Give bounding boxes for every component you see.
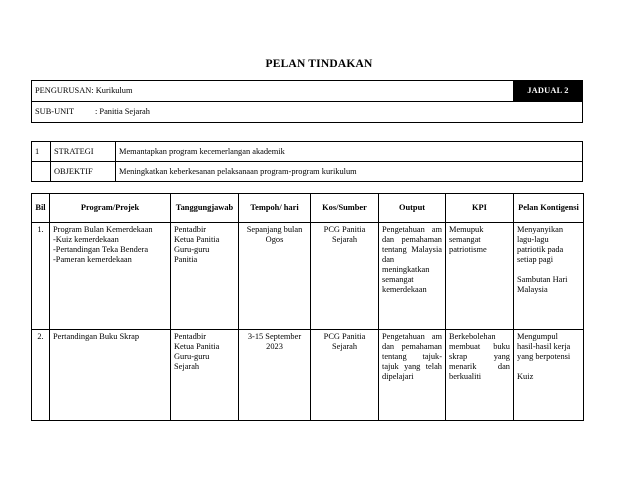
pengurusan-row bbox=[32, 81, 583, 102]
cell-line: 3-15 September bbox=[247, 332, 302, 341]
col-header-output: Output bbox=[379, 194, 446, 223]
col-header-kontigensi: Pelan Kontigensi bbox=[514, 194, 584, 223]
cell-line: Menyanyikan bbox=[517, 225, 564, 234]
cell-line: Sepanjang bulan bbox=[246, 225, 303, 234]
col-header-tanggungjawab: Tanggungjawab bbox=[171, 194, 239, 223]
cell-line: semangat bbox=[449, 235, 481, 244]
table-row bbox=[32, 330, 584, 421]
cell-line: Panitia bbox=[174, 255, 198, 264]
cell-bil: 1. bbox=[32, 223, 50, 330]
objektif-row bbox=[32, 162, 583, 182]
header-table bbox=[31, 80, 583, 123]
cell-program bbox=[50, 223, 171, 330]
cell-kos bbox=[311, 330, 379, 421]
col-header-kos: Kos/Sumber bbox=[311, 194, 379, 223]
cell-line: Kuiz bbox=[517, 372, 534, 381]
cell-line: Ketua Panitia bbox=[174, 235, 220, 244]
page-title: PELAN TINDAKAN bbox=[265, 58, 373, 70]
col-header-tempoh: Tempoh/ hari bbox=[239, 194, 311, 223]
cell-line: Guru-guru bbox=[174, 245, 210, 254]
cell-output: Pengetahuan am dan pemahaman tentang tajuk-tajuk yang telah dipelajari bbox=[379, 330, 446, 421]
col-header-kpi: KPI bbox=[446, 194, 514, 223]
cell-line: patriotisme bbox=[449, 245, 487, 254]
cell-kpi bbox=[446, 223, 514, 330]
cell-bil: 2. bbox=[32, 330, 50, 421]
cell-line: lagu-lagu bbox=[517, 235, 549, 244]
cell-line: Guru-guru bbox=[174, 352, 210, 361]
cell-line: Sejarah bbox=[174, 362, 200, 371]
jadual-badge: JADUAL 2 bbox=[514, 81, 583, 102]
strategy-number: 1 bbox=[32, 142, 51, 162]
cell-line: Mengumpul bbox=[517, 332, 558, 341]
cell-line: Memupuk bbox=[449, 225, 484, 234]
cell-line: patriotik pada bbox=[517, 245, 564, 254]
objektif-label: OBJEKTIF bbox=[51, 162, 116, 182]
table-row bbox=[32, 223, 584, 330]
cell-line: -Pertandingan Teka Bendera bbox=[53, 245, 149, 254]
subunit-label: SUB-UNIT bbox=[35, 107, 75, 116]
col-header-bil: Bil bbox=[32, 194, 50, 223]
cell-line: hasil-hasil kerja bbox=[517, 342, 571, 351]
cell-line: Malaysia bbox=[517, 285, 548, 294]
cell-line: Sejarah bbox=[331, 342, 358, 351]
cell-kpi: Berkebolehan membuat buku skrap yang menarik dan berkualiti bbox=[446, 330, 514, 421]
cell-line: setiap pagi bbox=[517, 255, 554, 264]
cell-line: -Pameran kemerdekaan bbox=[53, 255, 132, 264]
objektif-value: Meningkatkan keberkesanan pelaksanaan program-program kurikulum bbox=[116, 162, 583, 182]
cell-line: PCG Panitia bbox=[323, 332, 366, 341]
cell-line: -Kuiz kemerdekaan bbox=[53, 235, 119, 244]
cell-line: PCG Panitia bbox=[323, 225, 366, 234]
cell-line: Pertandingan Buku Skrap bbox=[53, 332, 140, 341]
cell-line: Pentadbir bbox=[174, 225, 207, 234]
cell-tanggungjawab bbox=[171, 223, 239, 330]
cell-line: yang berpotensi bbox=[517, 352, 571, 361]
cell-kontigensi bbox=[514, 223, 584, 330]
cell-tempoh bbox=[239, 223, 311, 330]
cell-gap bbox=[517, 362, 580, 372]
cell-kos bbox=[311, 223, 379, 330]
cell-line: Ogos bbox=[265, 235, 284, 244]
subunit-cell bbox=[32, 102, 583, 123]
strategi-label: STRATEGI bbox=[51, 142, 116, 162]
subunit-value: : Panitia Sejarah bbox=[95, 107, 150, 116]
cell-tempoh bbox=[239, 330, 311, 421]
action-plan-table bbox=[31, 193, 584, 421]
cell-kontigensi bbox=[514, 330, 584, 421]
objektif-number-empty bbox=[32, 162, 51, 182]
strategi-row bbox=[32, 142, 583, 162]
subunit-row bbox=[32, 102, 583, 123]
cell-gap bbox=[517, 265, 580, 275]
strategy-table bbox=[31, 141, 583, 182]
cell-line: Sejarah bbox=[331, 235, 358, 244]
cell-output: Pengetahuan am dan pemahaman tentang Malaysia dan meningkatkan semangat kemerdekaan bbox=[379, 223, 446, 330]
cell-line: Sambutan Hari bbox=[517, 275, 568, 284]
cell-line: Pentadbir bbox=[174, 332, 207, 341]
col-header-program: Program/Projek bbox=[50, 194, 171, 223]
cell-tanggungjawab bbox=[171, 330, 239, 421]
pengurusan-cell: PENGURUSAN: Kurikulum bbox=[32, 81, 514, 102]
cell-program bbox=[50, 330, 171, 421]
table-header-row bbox=[32, 194, 584, 223]
cell-line: Ketua Panitia bbox=[174, 342, 220, 351]
strategi-value: Memantapkan program kecemerlangan akademik bbox=[116, 142, 583, 162]
cell-line: 2023 bbox=[266, 342, 283, 351]
cell-line: Program Bulan Kemerdekaan bbox=[53, 225, 153, 234]
